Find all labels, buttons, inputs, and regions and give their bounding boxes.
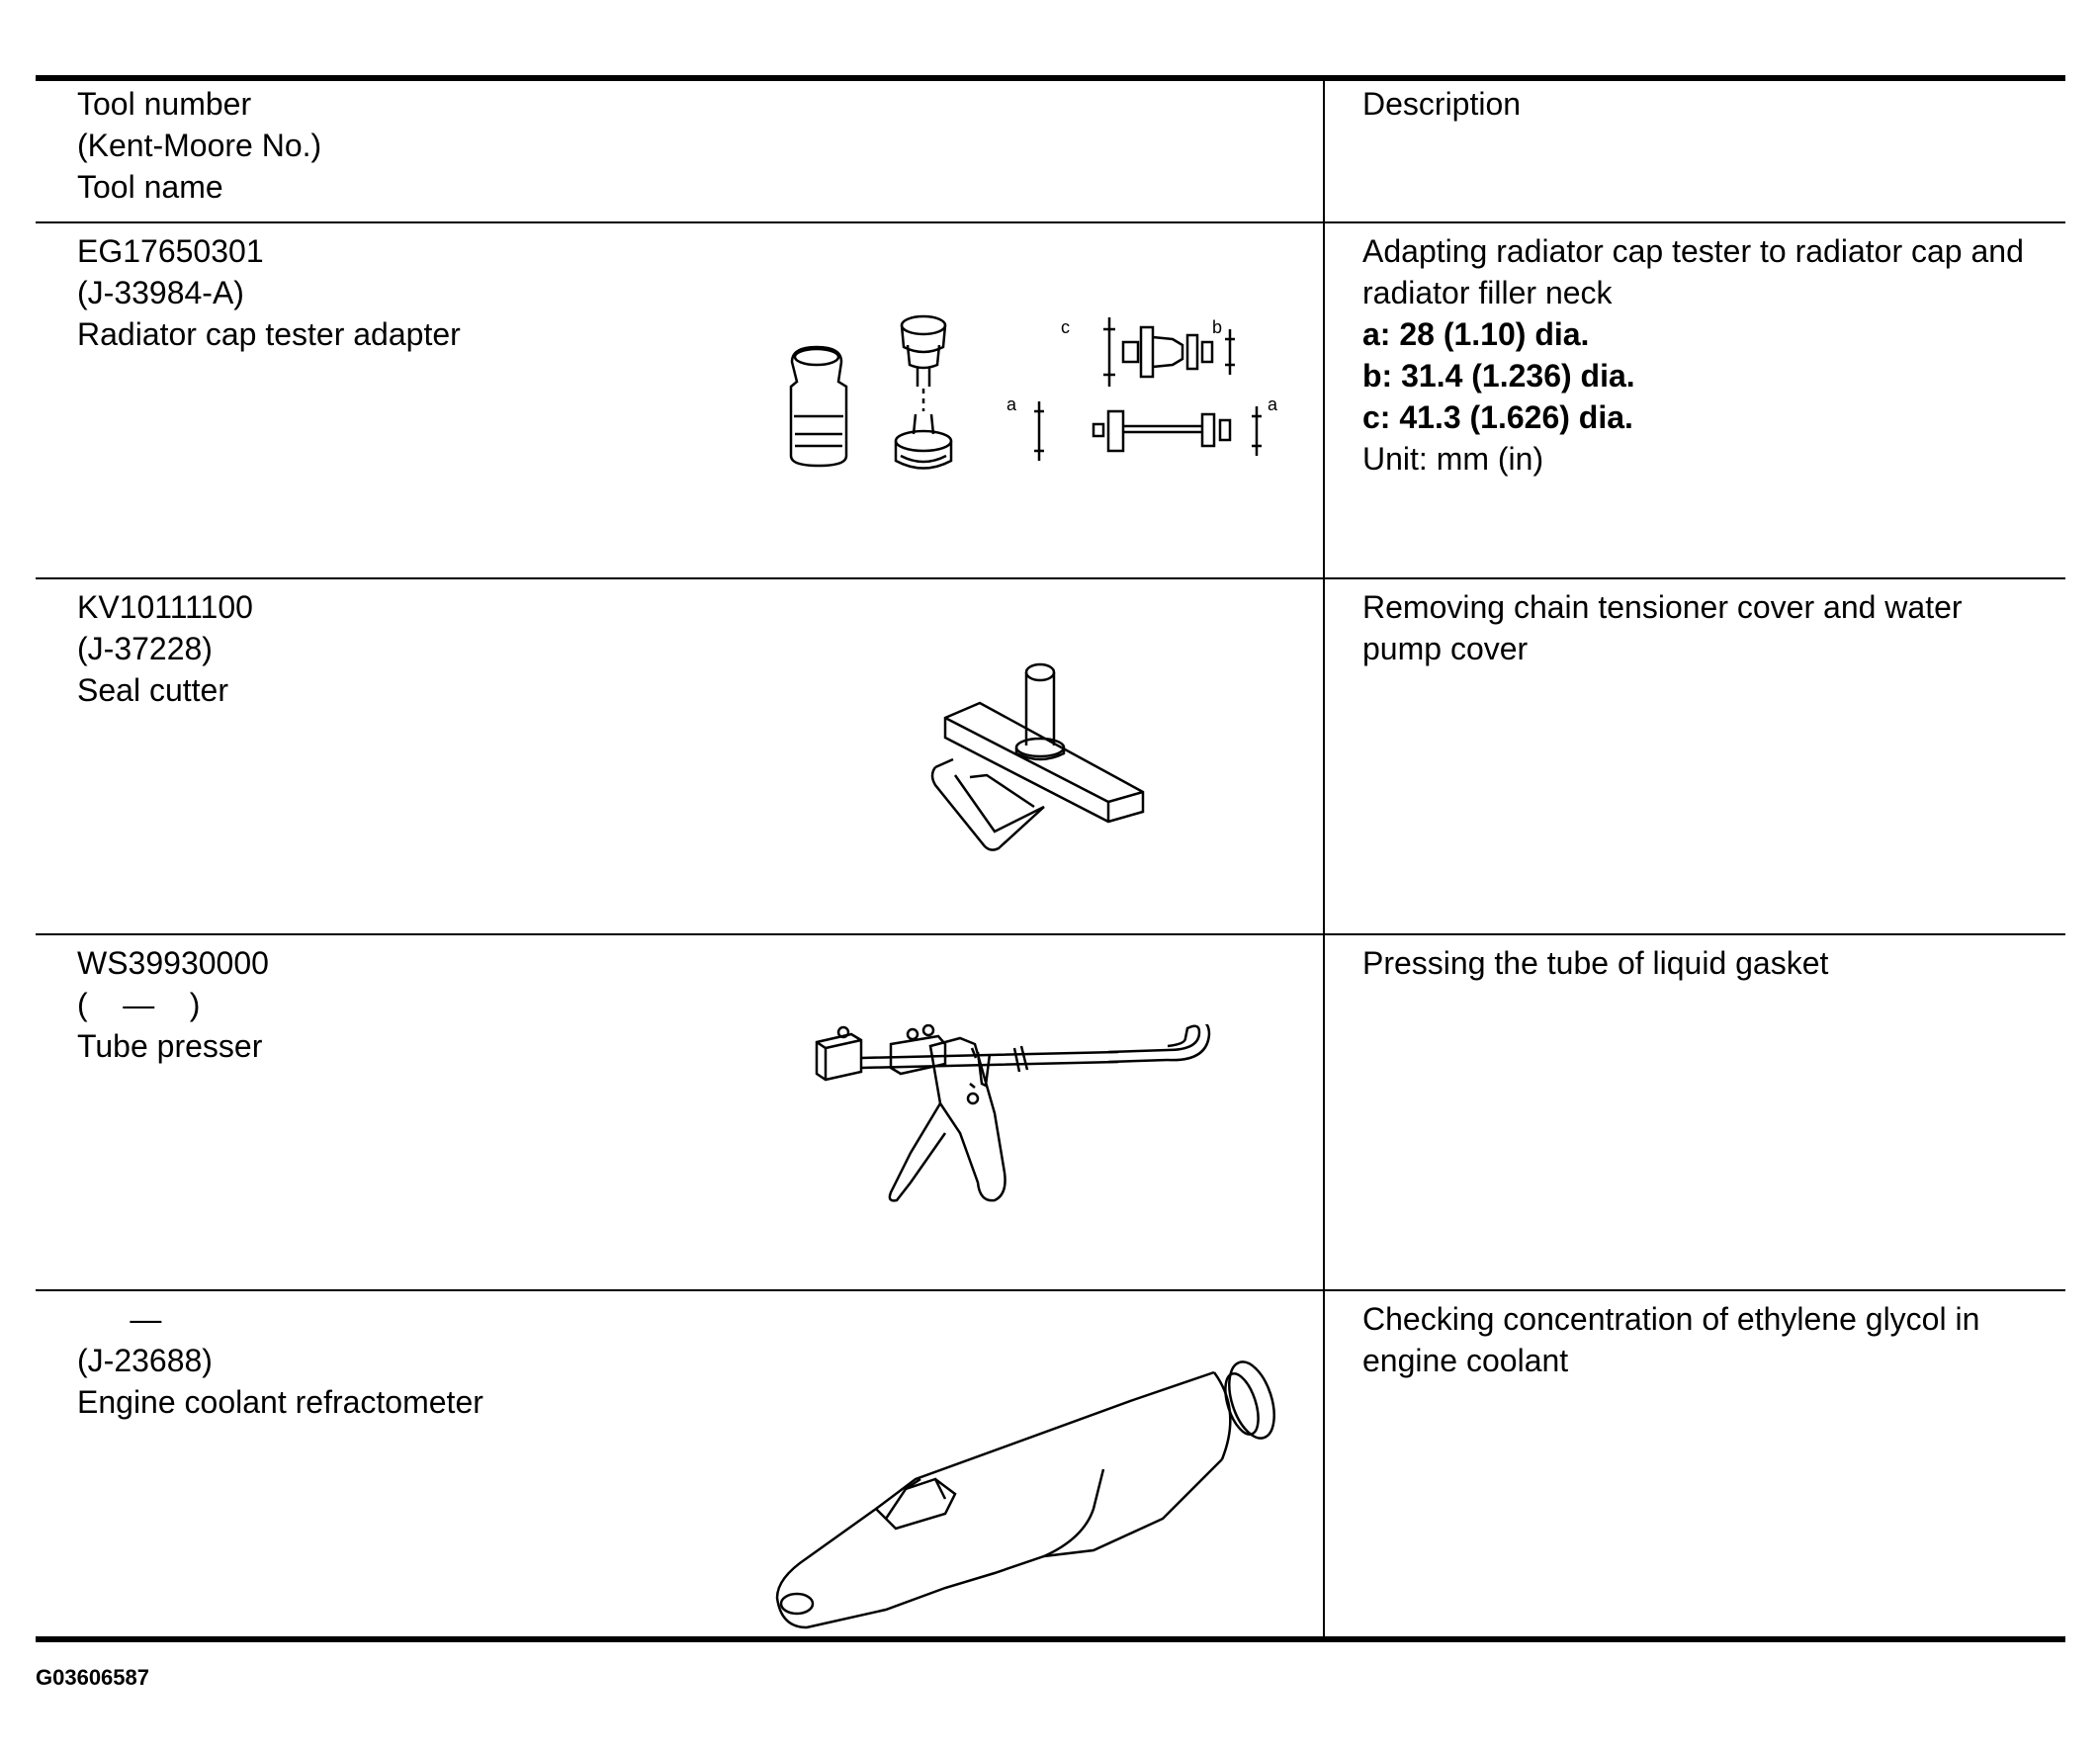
- header-tool-name: Tool name: [77, 169, 223, 205]
- tool-name: Engine coolant refractometer: [77, 1384, 483, 1420]
- description-text: Adapting radiator cap tester to radiator cap and radiator filler neck: [1362, 233, 2024, 310]
- header-tool-column: [77, 83, 1264, 208]
- tool-name: Radiator cap tester adapter: [77, 316, 461, 352]
- spec-c: c: 41.3 (1.626) dia.: [1362, 399, 1633, 435]
- kent-moore-number: ( — ): [77, 987, 201, 1022]
- row-4-description: [1362, 1298, 2045, 1381]
- radiator-cap-tester-adapter-illustration: [747, 307, 1301, 485]
- row-rule: [36, 933, 2065, 935]
- dim-label-b: b: [1212, 317, 1223, 337]
- figure-code: G03606587: [36, 1665, 149, 1690]
- engine-coolant-refractometer-illustration: [747, 1331, 1281, 1667]
- description-text: Pressing the tube of liquid gasket: [1362, 945, 1829, 981]
- kent-moore-number: (J-37228): [77, 631, 213, 666]
- tool-number: KV10111100: [77, 589, 253, 625]
- header-description-column: [1362, 83, 2045, 125]
- description-text: Removing chain tensioner cover and water pump cover: [1362, 589, 1963, 666]
- header-description: Description: [1362, 86, 1522, 122]
- dim-label-c: c: [1061, 317, 1070, 337]
- kent-moore-number: (J-33984-A): [77, 275, 244, 310]
- column-divider: [1323, 75, 1325, 1642]
- spec-b: b: 31.4 (1.236) dia.: [1362, 358, 1635, 394]
- description-text: Checking concentration of ethylene glycol in engine coolant: [1362, 1301, 1980, 1378]
- kent-moore-number: (J-23688): [77, 1343, 213, 1378]
- row-1-description: [1362, 230, 2045, 480]
- header-rule: [36, 221, 2065, 223]
- tube-presser-illustration: [812, 1024, 1227, 1222]
- row-3-description: [1362, 942, 2045, 984]
- row-rule: [36, 1289, 2065, 1291]
- seal-cutter-illustration: [896, 658, 1153, 856]
- special-tools-table: [36, 75, 2065, 1642]
- table-top-rule: [36, 75, 2065, 81]
- row-rule: [36, 577, 2065, 579]
- unit-text: Unit: mm (in): [1362, 441, 1544, 477]
- tool-name: Seal cutter: [77, 672, 228, 708]
- row-2-description: [1362, 586, 2045, 669]
- tool-number: —: [77, 1301, 162, 1337]
- spec-a: a: 28 (1.10) dia.: [1362, 316, 1590, 352]
- dim-label-a-right: a: [1268, 395, 1278, 414]
- tool-name: Tube presser: [77, 1028, 263, 1064]
- dim-label-a-left: a: [1006, 395, 1017, 414]
- tool-number: WS39930000: [77, 945, 269, 981]
- tool-number: EG17650301: [77, 233, 264, 269]
- header-tool-number: Tool number: [77, 86, 252, 122]
- header-kent-moore: (Kent-Moore No.): [77, 128, 322, 163]
